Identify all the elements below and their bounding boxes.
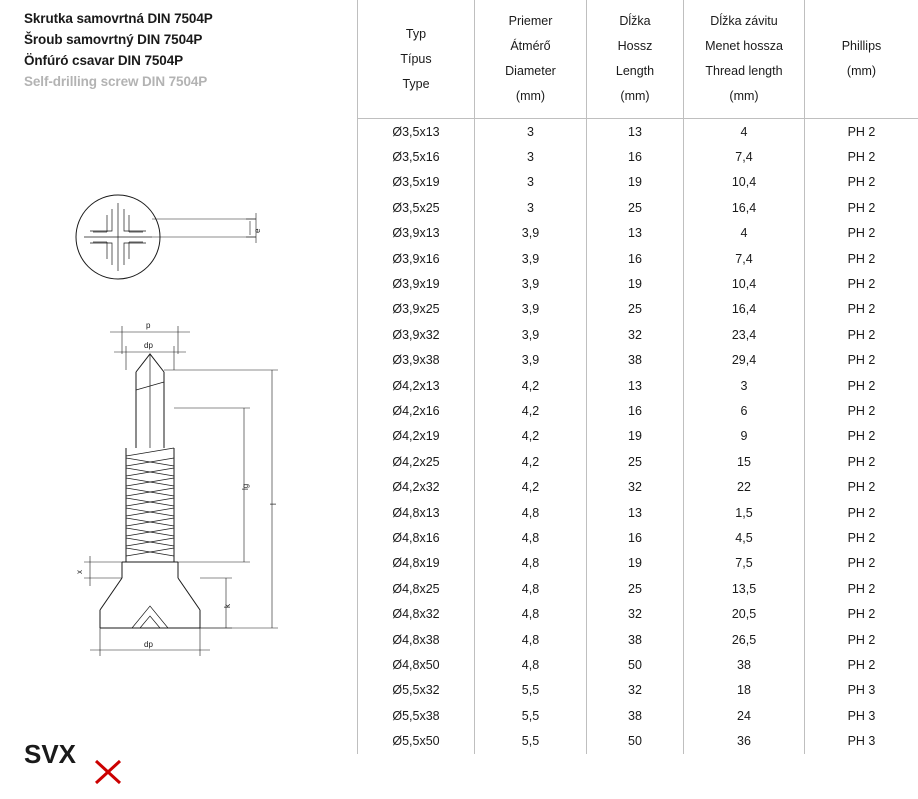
cell-drive: PH 3: [805, 678, 918, 703]
cell-drive: PH 2: [805, 576, 918, 601]
cell-type: Ø4,8x25: [358, 576, 475, 601]
cell-length: 38: [587, 348, 684, 373]
table-row: [358, 576, 918, 601]
dim-label-k: k: [223, 604, 232, 608]
cell-thread-length: 4: [684, 119, 805, 145]
column-header-drive: Phillips (mm): [805, 0, 918, 119]
table-row: [358, 195, 918, 220]
cell-length: 32: [587, 601, 684, 626]
table-row: [358, 728, 918, 753]
title-cs: Šroub samovrtný DIN 7504P: [24, 32, 203, 47]
cell-drive: PH 2: [805, 601, 918, 626]
cell-length: 19: [587, 170, 684, 195]
cell-diameter: 4,8: [475, 652, 587, 677]
cell-thread-length: 10,4: [684, 271, 805, 296]
cell-diameter: 3,9: [475, 322, 587, 347]
cell-type: Ø4,8x32: [358, 601, 475, 626]
cell-thread-length: 16,4: [684, 195, 805, 220]
cell-drive: PH 2: [805, 652, 918, 677]
cell-thread-length: 38: [684, 652, 805, 677]
cell-thread-length: 22: [684, 474, 805, 499]
cell-type: Ø3,9x32: [358, 322, 475, 347]
cell-length: 32: [587, 322, 684, 347]
table-row: [358, 601, 918, 626]
cell-diameter: 3,9: [475, 221, 587, 246]
cell-thread-length: 3: [684, 373, 805, 398]
cell-length: 38: [587, 627, 684, 652]
cell-length: 13: [587, 221, 684, 246]
cell-type: Ø4,8x13: [358, 500, 475, 525]
cell-thread-length: 6: [684, 398, 805, 423]
cell-diameter: 4,8: [475, 500, 587, 525]
cell-drive: PH 2: [805, 474, 918, 499]
cell-type: Ø3,5x13: [358, 119, 475, 145]
cell-diameter: 3: [475, 144, 587, 169]
cell-thread-length: 4: [684, 221, 805, 246]
table-row: [358, 474, 918, 499]
table-row: [358, 373, 918, 398]
cell-diameter: 4,2: [475, 424, 587, 449]
table-row: [358, 449, 918, 474]
cell-diameter: 5,5: [475, 703, 587, 728]
cell-length: 16: [587, 398, 684, 423]
cell-type: Ø4,2x16: [358, 398, 475, 423]
cell-length: 38: [587, 703, 684, 728]
cell-thread-length: 1,5: [684, 500, 805, 525]
cell-thread-length: 4,5: [684, 525, 805, 550]
table-row: [358, 525, 918, 550]
table-row: [358, 246, 918, 271]
cell-diameter: 3: [475, 195, 587, 220]
table-row: [358, 144, 918, 169]
cell-type: Ø3,9x13: [358, 221, 475, 246]
table-row: [358, 703, 918, 728]
table-row: [358, 221, 918, 246]
cell-drive: PH 2: [805, 424, 918, 449]
cell-thread-length: 16,4: [684, 297, 805, 322]
cell-length: 32: [587, 474, 684, 499]
cell-diameter: 3,9: [475, 348, 587, 373]
dim-label-lg: lg: [241, 483, 250, 490]
cell-type: Ø4,2x19: [358, 424, 475, 449]
cell-type: Ø3,5x19: [358, 170, 475, 195]
title-hu: Önfúró csavar DIN 7504P: [24, 53, 184, 68]
cell-length: 19: [587, 551, 684, 576]
cell-diameter: 4,8: [475, 525, 587, 550]
dim-label-p: p: [146, 321, 151, 330]
cell-type: Ø3,5x16: [358, 144, 475, 169]
table-row: [358, 678, 918, 703]
cell-length: 19: [587, 424, 684, 449]
cell-drive: PH 2: [805, 373, 918, 398]
table-header-row: [358, 0, 918, 119]
cell-thread-length: 13,5: [684, 576, 805, 601]
cell-drive: PH 2: [805, 500, 918, 525]
cell-length: 16: [587, 525, 684, 550]
cell-diameter: 5,5: [475, 728, 587, 753]
cell-diameter: 4,2: [475, 449, 587, 474]
cell-diameter: 3,9: [475, 246, 587, 271]
table-row: [358, 652, 918, 677]
cell-drive: PH 2: [805, 144, 918, 169]
cell-length: 25: [587, 195, 684, 220]
cell-type: Ø4,8x19: [358, 551, 475, 576]
cell-length: 25: [587, 576, 684, 601]
cell-type: Ø3,9x16: [358, 246, 475, 271]
cell-type: Ø3,5x25: [358, 195, 475, 220]
cell-thread-length: 7,4: [684, 246, 805, 271]
column-header-thread-length: Dĺžka závitu Menet hossza Thread length (mm): [684, 0, 805, 119]
cell-drive: PH 2: [805, 246, 918, 271]
cell-type: Ø4,8x16: [358, 525, 475, 550]
table-row: [358, 551, 918, 576]
dim-label-dp-shank: dp: [144, 341, 153, 350]
cell-type: Ø4,2x13: [358, 373, 475, 398]
cell-thread-length: 10,4: [684, 170, 805, 195]
cell-drive: PH 2: [805, 170, 918, 195]
cell-diameter: 4,8: [475, 551, 587, 576]
cell-length: 13: [587, 373, 684, 398]
cell-length: 25: [587, 449, 684, 474]
cell-type: Ø5,5x32: [358, 678, 475, 703]
cell-length: 25: [587, 297, 684, 322]
cell-thread-length: 20,5: [684, 601, 805, 626]
cell-drive: PH 3: [805, 703, 918, 728]
screw-head-top-view-drawing: [60, 185, 290, 295]
column-header-type: Typ Típus Type: [358, 0, 475, 119]
column-header-diameter: Priemer Átmérő Diameter (mm): [475, 0, 587, 119]
cell-thread-length: 9: [684, 424, 805, 449]
column-header-length: Dĺžka Hossz Length (mm): [587, 0, 684, 119]
cell-drive: PH 2: [805, 271, 918, 296]
table-body: [358, 119, 918, 754]
dim-label-l: l: [269, 503, 278, 505]
cell-thread-length: 18: [684, 678, 805, 703]
cell-type: Ø4,2x25: [358, 449, 475, 474]
cell-length: 19: [587, 271, 684, 296]
cell-drive: PH 2: [805, 449, 918, 474]
cell-length: 13: [587, 500, 684, 525]
cell-thread-length: 23,4: [684, 322, 805, 347]
cell-diameter: 4,2: [475, 474, 587, 499]
cell-length: 16: [587, 144, 684, 169]
cell-diameter: 4,8: [475, 576, 587, 601]
table-row: [358, 348, 918, 373]
cell-drive: PH 2: [805, 322, 918, 347]
dim-label-x: x: [75, 570, 84, 574]
cell-thread-length: 15: [684, 449, 805, 474]
cell-drive: PH 3: [805, 728, 918, 753]
cell-type: Ø5,5x50: [358, 728, 475, 753]
cell-drive: PH 2: [805, 297, 918, 322]
cell-diameter: 4,2: [475, 373, 587, 398]
cell-drive: PH 2: [805, 551, 918, 576]
cell-thread-length: 36: [684, 728, 805, 753]
table-row: [358, 424, 918, 449]
cell-type: Ø3,9x25: [358, 297, 475, 322]
table-row: [358, 627, 918, 652]
cell-diameter: 3,9: [475, 271, 587, 296]
table-row: [358, 170, 918, 195]
cell-length: 50: [587, 728, 684, 753]
table-row: [358, 297, 918, 322]
cell-drive: PH 2: [805, 398, 918, 423]
cell-thread-length: 26,5: [684, 627, 805, 652]
table-header: [358, 0, 918, 119]
cell-diameter: 3,9: [475, 297, 587, 322]
dim-label-e: e: [253, 228, 262, 233]
left-illustration-panel: [0, 0, 357, 799]
specification-table: [357, 0, 918, 754]
dim-label-dp-head: dp: [144, 640, 153, 649]
cell-length: 32: [587, 678, 684, 703]
title-sk: Skrutka samovrtná DIN 7504P: [24, 11, 213, 26]
screw-side-view-drawing: [60, 310, 310, 670]
cell-type: Ø3,9x38: [358, 348, 475, 373]
brand-logo: [24, 735, 144, 785]
cell-diameter: 4,8: [475, 627, 587, 652]
specification-table-container: [357, 0, 918, 799]
cell-thread-length: 7,5: [684, 551, 805, 576]
cell-diameter: 5,5: [475, 678, 587, 703]
table-row: [358, 322, 918, 347]
cell-thread-length: 24: [684, 703, 805, 728]
cell-type: Ø4,2x32: [358, 474, 475, 499]
table-row: [358, 271, 918, 296]
cell-length: 16: [587, 246, 684, 271]
table-row: [358, 500, 918, 525]
cell-drive: PH 2: [805, 119, 918, 145]
table-row: [358, 398, 918, 423]
cell-diameter: 4,8: [475, 601, 587, 626]
cell-diameter: 3: [475, 119, 587, 145]
cell-length: 13: [587, 119, 684, 145]
cell-thread-length: 29,4: [684, 348, 805, 373]
cell-type: Ø3,9x19: [358, 271, 475, 296]
cell-drive: PH 2: [805, 348, 918, 373]
cell-diameter: 3: [475, 170, 587, 195]
table-row: [358, 119, 918, 145]
cell-drive: PH 2: [805, 525, 918, 550]
cell-thread-length: 7,4: [684, 144, 805, 169]
cell-length: 50: [587, 652, 684, 677]
cell-type: Ø4,8x50: [358, 652, 475, 677]
product-title-block: [24, 8, 344, 92]
cell-drive: PH 2: [805, 195, 918, 220]
title-en: Self-drilling screw DIN 7504P: [24, 74, 208, 89]
cell-type: Ø4,8x38: [358, 627, 475, 652]
cell-type: Ø5,5x38: [358, 703, 475, 728]
cell-diameter: 4,2: [475, 398, 587, 423]
cell-drive: PH 2: [805, 221, 918, 246]
cell-drive: PH 2: [805, 627, 918, 652]
logo-text: SVX: [24, 739, 77, 769]
